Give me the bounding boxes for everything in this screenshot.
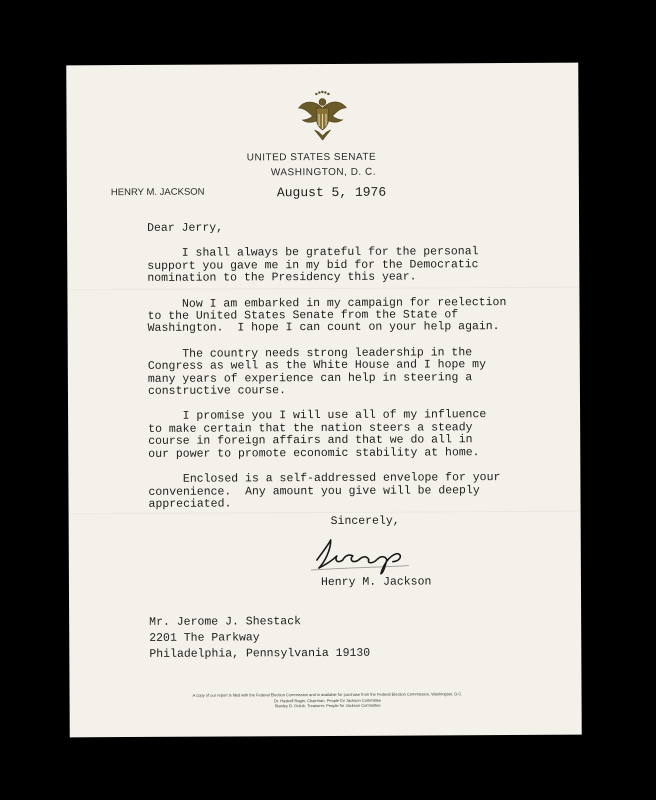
letterhead-institution: UNITED STATES SENATE [246, 151, 377, 164]
letterhead-city: WASHINGTON, D. C. [270, 166, 377, 179]
letterhead-sender: HENRY M. JACKSON [110, 186, 205, 199]
salutation: Dear Jerry, [147, 221, 224, 235]
letter-body [147, 221, 507, 524]
recipient-city: Philadelphia, Pennsylvania 19130 [149, 646, 371, 661]
signer-name: Henry M. Jackson [320, 575, 432, 590]
body-paragraph: I promise you I will use all of my influence to make certain that the nation steers a steady course in foreign affairs and that we do all in our power to promote economic stability at home. [148, 408, 487, 461]
footer-line: A copy of our report is filed with the Federal Election Commission and is available for purchase from the Federal Election Commission, Washington, D.C. [192, 691, 463, 698]
senate-eagle-seal-icon [292, 88, 352, 148]
body-paragraph: The country needs strong leadership in the Congress as well as the White House and I hope my many years of experience can help in steering a constructive course. [147, 346, 487, 398]
recipient-street: 2201 The Parkway [149, 631, 260, 645]
body-paragraph: Now I am embarked in my campaign for reelection to the United States Senate from the State of Washington. I hope I can count on your help again. [147, 295, 507, 336]
recipient-address [149, 614, 370, 663]
body-paragraph: Enclosed is a self-addressed envelope for your convenience. Any amount you give will be deeply appreciated. [148, 471, 501, 511]
footer-line: Dr. Haskell Ragin, Chairman, People for Jackson Committee [273, 697, 382, 703]
body-paragraph: I shall always be grateful for the personal support you gave me in my bid for the Democratic nomination to the Presidency this year. [147, 245, 479, 286]
disclaimer-footer [130, 691, 526, 710]
letter-page [66, 63, 582, 738]
closing: Sincerely, [330, 514, 400, 528]
handwritten-signature [309, 529, 429, 576]
letter-date: August 5, 1976 [276, 184, 387, 201]
recipient-name: Mr. Jerome J. Shestack [149, 615, 302, 629]
footer-line: Stanley D. Golub, Treasurer, People for Jackson Committee [274, 702, 381, 709]
